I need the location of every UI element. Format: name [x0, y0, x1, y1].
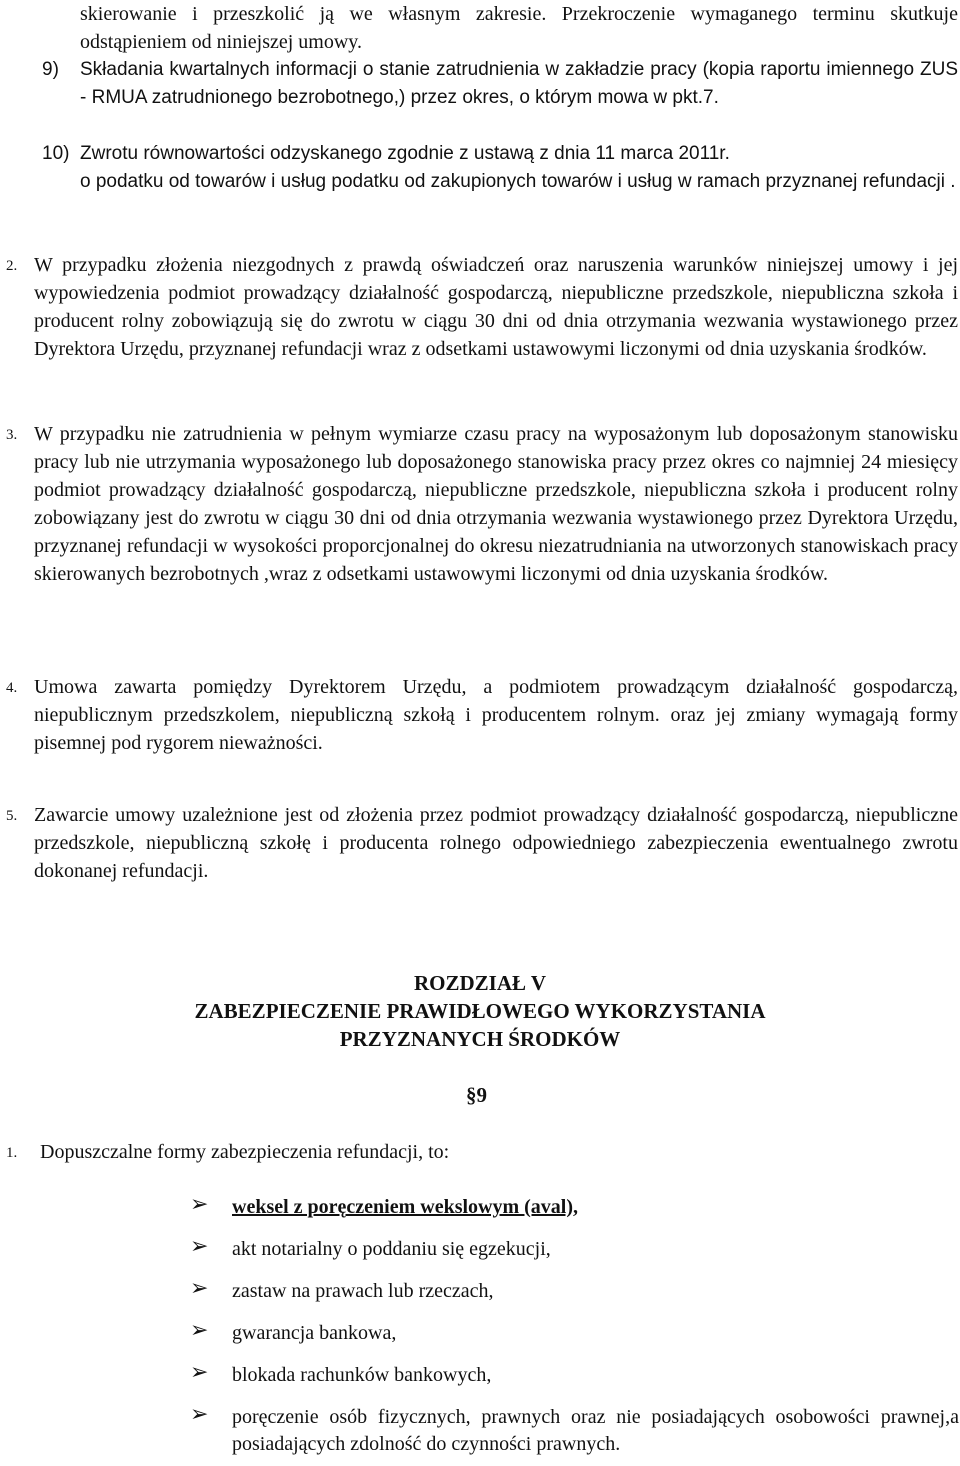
- list-item-text: akt notarialny o poddaniu się egzekucji,: [232, 1238, 551, 1260]
- item-9-text: Składania kwartalnych informacji o stanie zatrudnienia w zakładzie pracy (kopia raportu imiennego ZUS - RMUA zatrudnionego bezrobotnego,) przez okres, o którym mowa w pkt.7.: [80, 59, 958, 108]
- section-5-text: Zawarcie umowy uzależnione jest od złożenia przez podmiot prowadzący działalność gospodarczą, niepubliczne przedszkole, niepubliczną szkołę i producenta rolnego odpowiedniego zabezpieczenia ewentualnego zwrotu dokonanej refundacji.: [34, 804, 958, 882]
- section-4-text: Umowa zawarta pomiędzy Dyrektorem Urzędu, a podmiotem prowadzącym działalność gospodarczą, niepublicznym przedszkolem, niepubliczną szkołą i producentem rolnym. oraz jej zmiany wymagają formy pisemnej pod rygorem nieważności.: [34, 676, 958, 754]
- list-item-text: weksel z poręczeniem wekslowym (aval),: [232, 1196, 579, 1218]
- chapter-title: ROZDZIAŁ V: [413, 971, 547, 995]
- section-number-3: 3.: [6, 427, 18, 443]
- list-item-text: gwarancja bankowa,: [232, 1322, 397, 1344]
- item-10-continuation: o podatku od towarów i usług podatku od zakupionych towarów i usług w ramach przyznanej refundacji .: [80, 171, 956, 192]
- section-number-4: 4.: [6, 680, 18, 696]
- section-number-5: 5.: [6, 808, 18, 824]
- arrow-bullet-icon: ➢: [190, 1359, 209, 1384]
- security-number: 1.: [6, 1145, 18, 1161]
- item-10-text: Zwrotu równowartości odzyskanego zgodnie z ustawą z dnia 11 marca 2011r.: [80, 143, 730, 164]
- section-3-text: W przypadku nie zatrudnienia w pełnym wymiarze czasu pracy na wyposażonym lub doposażonym stanowisku pracy lub nie utrzymania wyposażonego lub doposażonego stanowiska pracy przez okres co najmniej 24 miesięcy podmiot prowadzący działalność gospodarczą, niepubliczne przedszkole, niepubliczna szkoła i producent rolny zobowiązany jest do zwrotu w ciągu 30 dni od dnia otrzymania wezwania wystawionego przez Dyrektora Urzędu, przyznanej refundacji w wysokości proporcjonalnej do okresu niezatrudniania na utworzonych stanowiskach pracy skierowanych bezrobotnych ,wraz z odsetkami ustawowymi liczonymi od dnia uzyskania środków.: [34, 423, 958, 585]
- arrow-bullet-icon: ➢: [190, 1317, 209, 1342]
- arrow-bullet-icon: ➢: [190, 1191, 209, 1216]
- section-2-text: W przypadku złożenia niezgodnych z prawdą oświadczeń oraz naruszenia warunków niniejszej umowy i jej wypowiedzenia podmiot prowadzący działalność gospodarczą, niepubliczne przedszkole, niepubliczna szkoła i producent rolny zobowiązują się do zwrotu w ciągu 30 dni od dnia otrzymania wezwania wystawionego przez Dyrektora Urzędu, przyznanej refundacji wraz z odsetkami ustawowymi liczonymi od dnia uzyskania środków.: [34, 254, 958, 360]
- item-number-10: 10): [42, 143, 70, 164]
- chapter-subtitle-line2: PRZYZNANYCH ŚRODKÓW: [339, 1027, 621, 1051]
- arrow-bullet-icon: ➢: [190, 1401, 209, 1426]
- chapter-subtitle-line1: ZABEZPIECZENIE PRAWIDŁOWEGO WYKORZYSTANIA: [194, 999, 766, 1023]
- paragraph-mark: §9: [466, 1083, 487, 1107]
- item-number-9: 9): [42, 59, 59, 80]
- section-number-2: 2.: [6, 258, 18, 274]
- intro-paragraph: skierowanie i przeszkolić ją we własnym zakresie. Przekroczenie wymaganego terminu skutkuje odstąpieniem od niniejszej umowy.: [80, 3, 958, 53]
- list-item-text: zastaw na prawach lub rzeczach,: [232, 1280, 494, 1302]
- list-item-text: poręczenie osób fizycznych, prawnych oraz nie posiadających osobowości prawnej,a posiadających zdolność do czynności prawnych.: [232, 1406, 959, 1455]
- security-intro: Dopuszczalne formy zabezpieczenia refundacji, to:: [40, 1141, 450, 1163]
- arrow-bullet-icon: ➢: [190, 1275, 209, 1300]
- arrow-bullet-icon: ➢: [190, 1233, 209, 1258]
- list-item-text: blokada rachunków bankowych,: [232, 1364, 492, 1386]
